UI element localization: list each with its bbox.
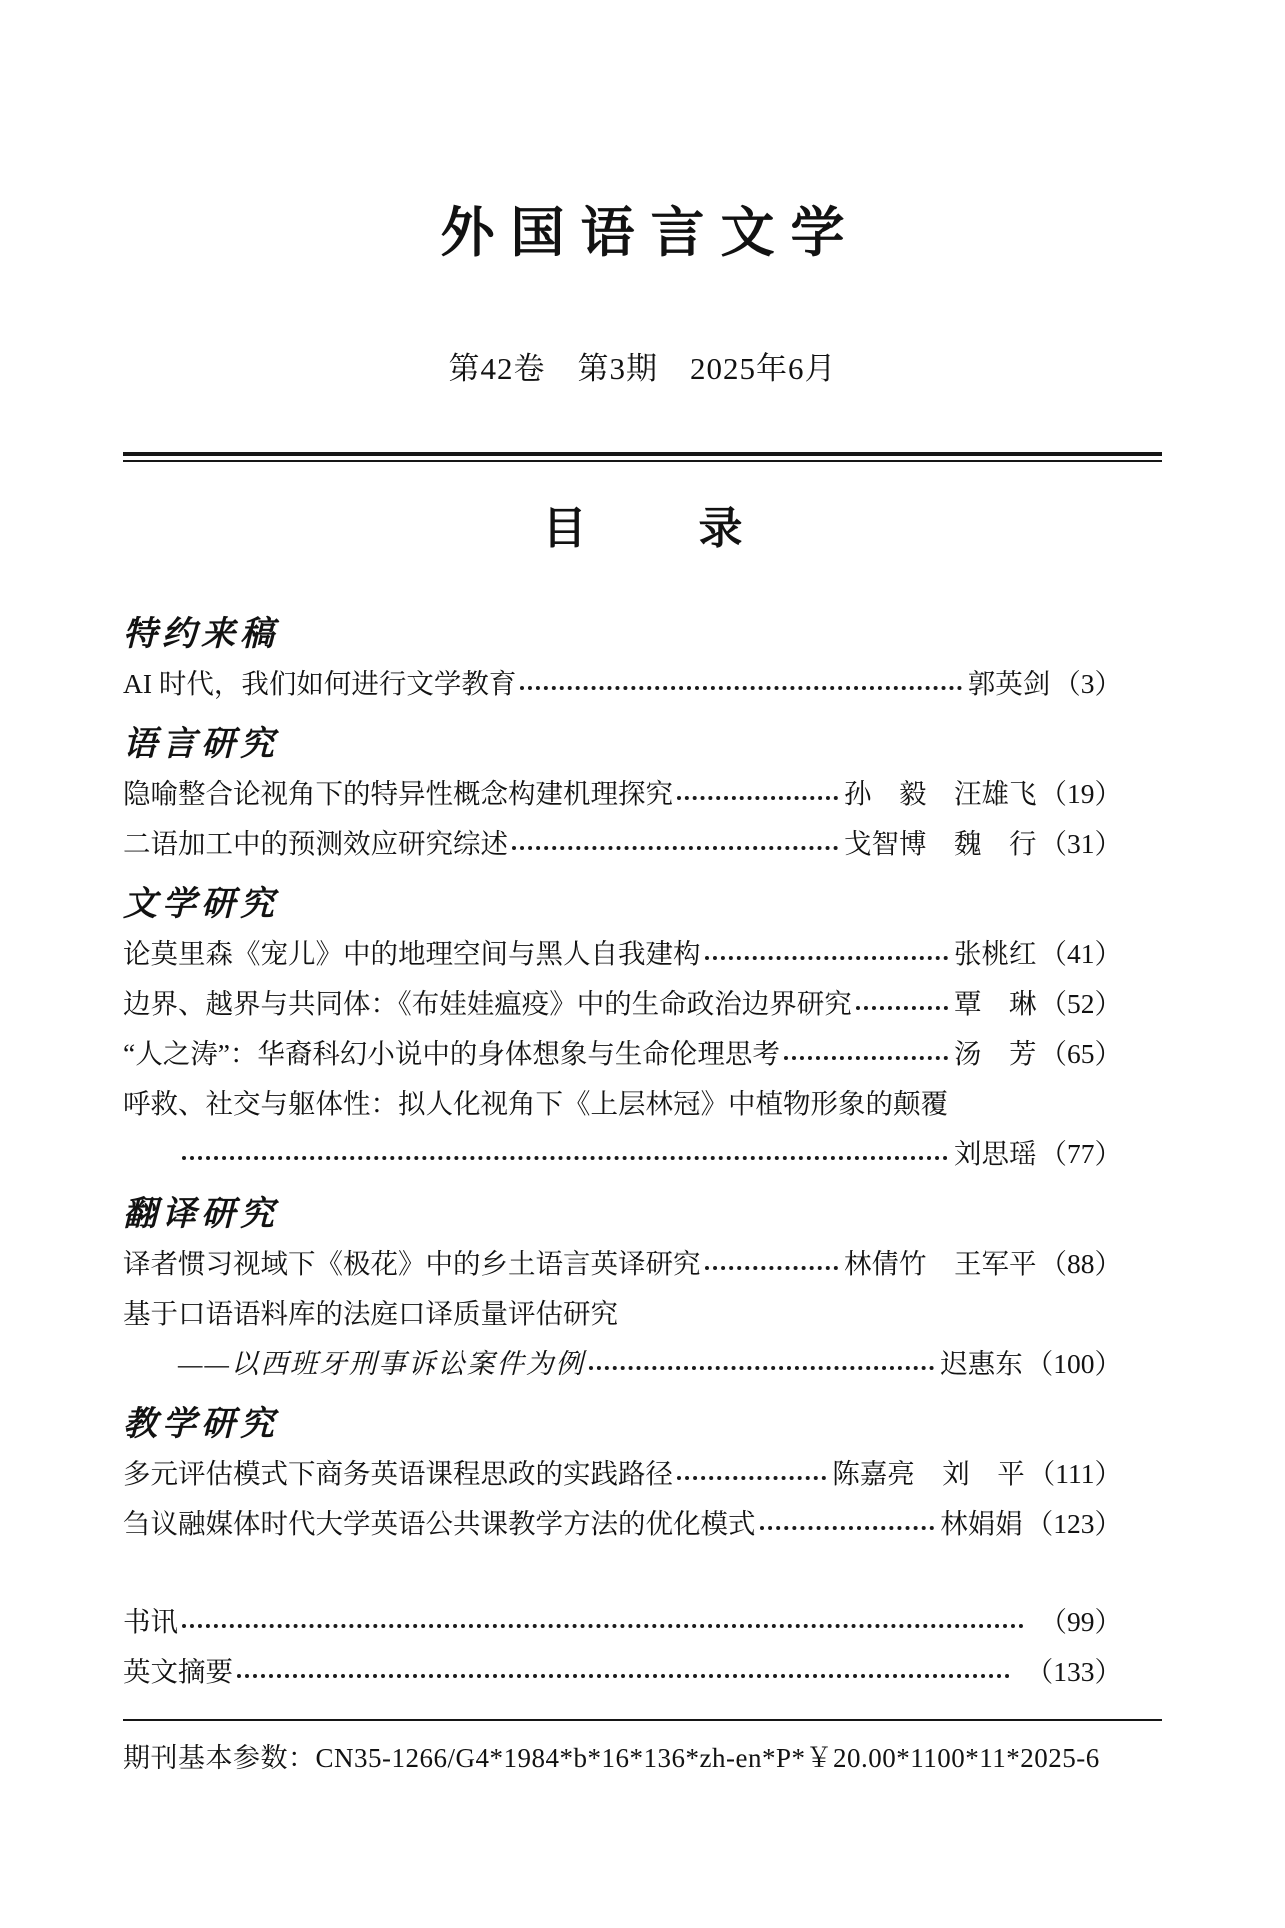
toc-section — [123, 881, 1162, 1179]
journal-title: 外国语言文学 — [440, 203, 861, 263]
entry-authors: 张桃红 — [954, 938, 1037, 969]
entry-page-number: （133） — [1025, 1656, 1122, 1687]
entry-title: 边界、越界与共同体：《布娃娃瘟疫》中的生命政治边界研究 — [123, 988, 852, 1019]
dot-leader — [236, 1647, 1011, 1697]
toc-section — [123, 1191, 1162, 1389]
toc-entry-line — [123, 929, 1162, 979]
entry-page-number: （100） — [1025, 1348, 1122, 1379]
dot-leader — [588, 1339, 935, 1389]
entry-authors: 迟惠东 — [940, 1348, 1023, 1379]
entry-authors: 戈智博 魏 行 — [844, 828, 1037, 859]
dot-leader — [759, 1499, 936, 1549]
section-heading: 语言研究 — [123, 726, 279, 763]
journal-parameters: 期刊基本参数：CN35-1266/G4*1984*b*16*136*zh-en*P*￥20.00*1100*11*2025-6 — [123, 1743, 1100, 1773]
entry-page-number: （3） — [1053, 668, 1122, 699]
toc-entry-line — [123, 1129, 1162, 1179]
issue-line: 第42卷 第3期 2025年6月 — [448, 351, 837, 386]
entry-title: 英文摘要 — [123, 1656, 233, 1687]
entry-title: 刍议融媒体时代大学英语公共课教学方法的优化模式 — [123, 1508, 756, 1539]
entry-title: 多元评估模式下商务英语课程思政的实践路径 — [123, 1458, 673, 1489]
dot-leader — [181, 1597, 1025, 1647]
dot-leader — [181, 1129, 949, 1179]
toc-entry-line — [123, 1449, 1162, 1499]
entry-title: AI 时代，我们如何进行文学教育 — [123, 668, 517, 699]
toc-entry — [123, 1499, 1162, 1549]
toc-section — [123, 1401, 1162, 1549]
dot-leader — [783, 1029, 949, 1079]
entry-authors: 覃 琳 — [954, 988, 1037, 1019]
toc-section — [123, 611, 1162, 709]
toc-entry — [123, 929, 1162, 979]
dot-leader — [519, 659, 962, 709]
toc-entry — [123, 1239, 1162, 1289]
entry-authors: 刘思瑶 — [954, 1138, 1037, 1169]
toc-entry — [123, 1289, 1162, 1389]
toc-entry-line — [123, 1029, 1162, 1079]
dot-leader — [704, 1239, 840, 1289]
entry-page-number: （77） — [1039, 1138, 1122, 1169]
bottom-rule — [123, 1719, 1162, 1721]
toc-footer-item — [123, 1597, 1162, 1647]
toc-sections — [123, 611, 1162, 1549]
entry-authors: 林倩竹 王军平 — [844, 1248, 1037, 1279]
toc-entry-line — [123, 659, 1162, 709]
toc-entry — [123, 1449, 1162, 1499]
entry-page-number: （123） — [1025, 1508, 1122, 1539]
entry-authors: 林娟娟 — [940, 1508, 1023, 1539]
entry-page-number: （52） — [1039, 988, 1122, 1019]
entry-title: 译者惯习视域下《极花》中的乡土语言英译研究 — [123, 1248, 701, 1279]
dot-leader — [676, 1449, 827, 1499]
masthead — [123, 200, 1162, 390]
entry-authors: 郭英剑 — [967, 668, 1051, 699]
entry-title: “人之涛”：华裔科幻小说中的身体想象与生命伦理思考 — [123, 1038, 780, 1069]
toc-entry-line — [123, 1339, 1162, 1389]
section-heading: 特约来稿 — [123, 616, 279, 653]
entry-page-number: （31） — [1039, 828, 1122, 859]
dot-leader — [676, 769, 839, 819]
toc-entry-line — [123, 1289, 1162, 1339]
entry-page-number: （19） — [1039, 778, 1122, 809]
entry-page-number: （111） — [1027, 1458, 1122, 1489]
entry-authors: 孙 毅 汪雄飞 — [844, 778, 1037, 809]
entry-title: 基于口语语料库的法庭口译质量评估研究 — [123, 1298, 618, 1329]
entry-title: 书讯 — [123, 1606, 178, 1637]
toc-entry-line — [123, 1239, 1162, 1289]
toc-entry-line — [123, 769, 1162, 819]
dot-leader — [511, 819, 839, 869]
toc-entry-line — [123, 1499, 1162, 1549]
dot-leader — [704, 929, 950, 979]
entry-title: 呼救、社交与躯体性：拟人化视角下《上层林冠》中植物形象的颠覆 — [123, 1088, 948, 1119]
entry-authors: 陈嘉亮 刘 平 — [832, 1458, 1025, 1489]
section-heading: 文学研究 — [123, 886, 279, 923]
toc-entry — [123, 659, 1162, 709]
section-heading: 翻译研究 — [123, 1196, 279, 1233]
entry-title: 二语加工中的预测效应研究综述 — [123, 828, 508, 859]
entry-page-number: （99） — [1039, 1606, 1122, 1637]
section-heading: 教学研究 — [123, 1406, 279, 1443]
toc-section — [123, 721, 1162, 869]
entry-page-number: （41） — [1039, 938, 1122, 969]
toc-entry — [123, 769, 1162, 819]
toc-title: 目 录 — [542, 504, 751, 553]
toc-entry — [123, 1029, 1162, 1079]
entry-page-number: （65） — [1039, 1038, 1122, 1069]
toc-footer-item — [123, 1647, 1162, 1697]
toc-entry — [123, 819, 1162, 869]
toc-entry-line — [123, 819, 1162, 869]
entry-title: 论莫里森《宠儿》中的地理空间与黑人自我建构 — [123, 938, 701, 969]
toc-entry-line — [123, 979, 1162, 1029]
entry-authors: 汤 芳 — [954, 1038, 1037, 1069]
entry-subtitle: ——以西班牙刑事诉讼案件为例 — [178, 1348, 585, 1379]
toc-entry — [123, 1079, 1162, 1179]
entry-title: 隐喻整合论视角下的特异性概念构建机理探究 — [123, 778, 673, 809]
entry-page-number: （88） — [1039, 1248, 1122, 1279]
double-rule — [123, 452, 1162, 462]
toc-entry-line — [123, 1079, 1162, 1129]
dot-leader — [855, 979, 949, 1029]
toc-entry — [123, 979, 1162, 1029]
toc-footer-items — [123, 1597, 1162, 1697]
